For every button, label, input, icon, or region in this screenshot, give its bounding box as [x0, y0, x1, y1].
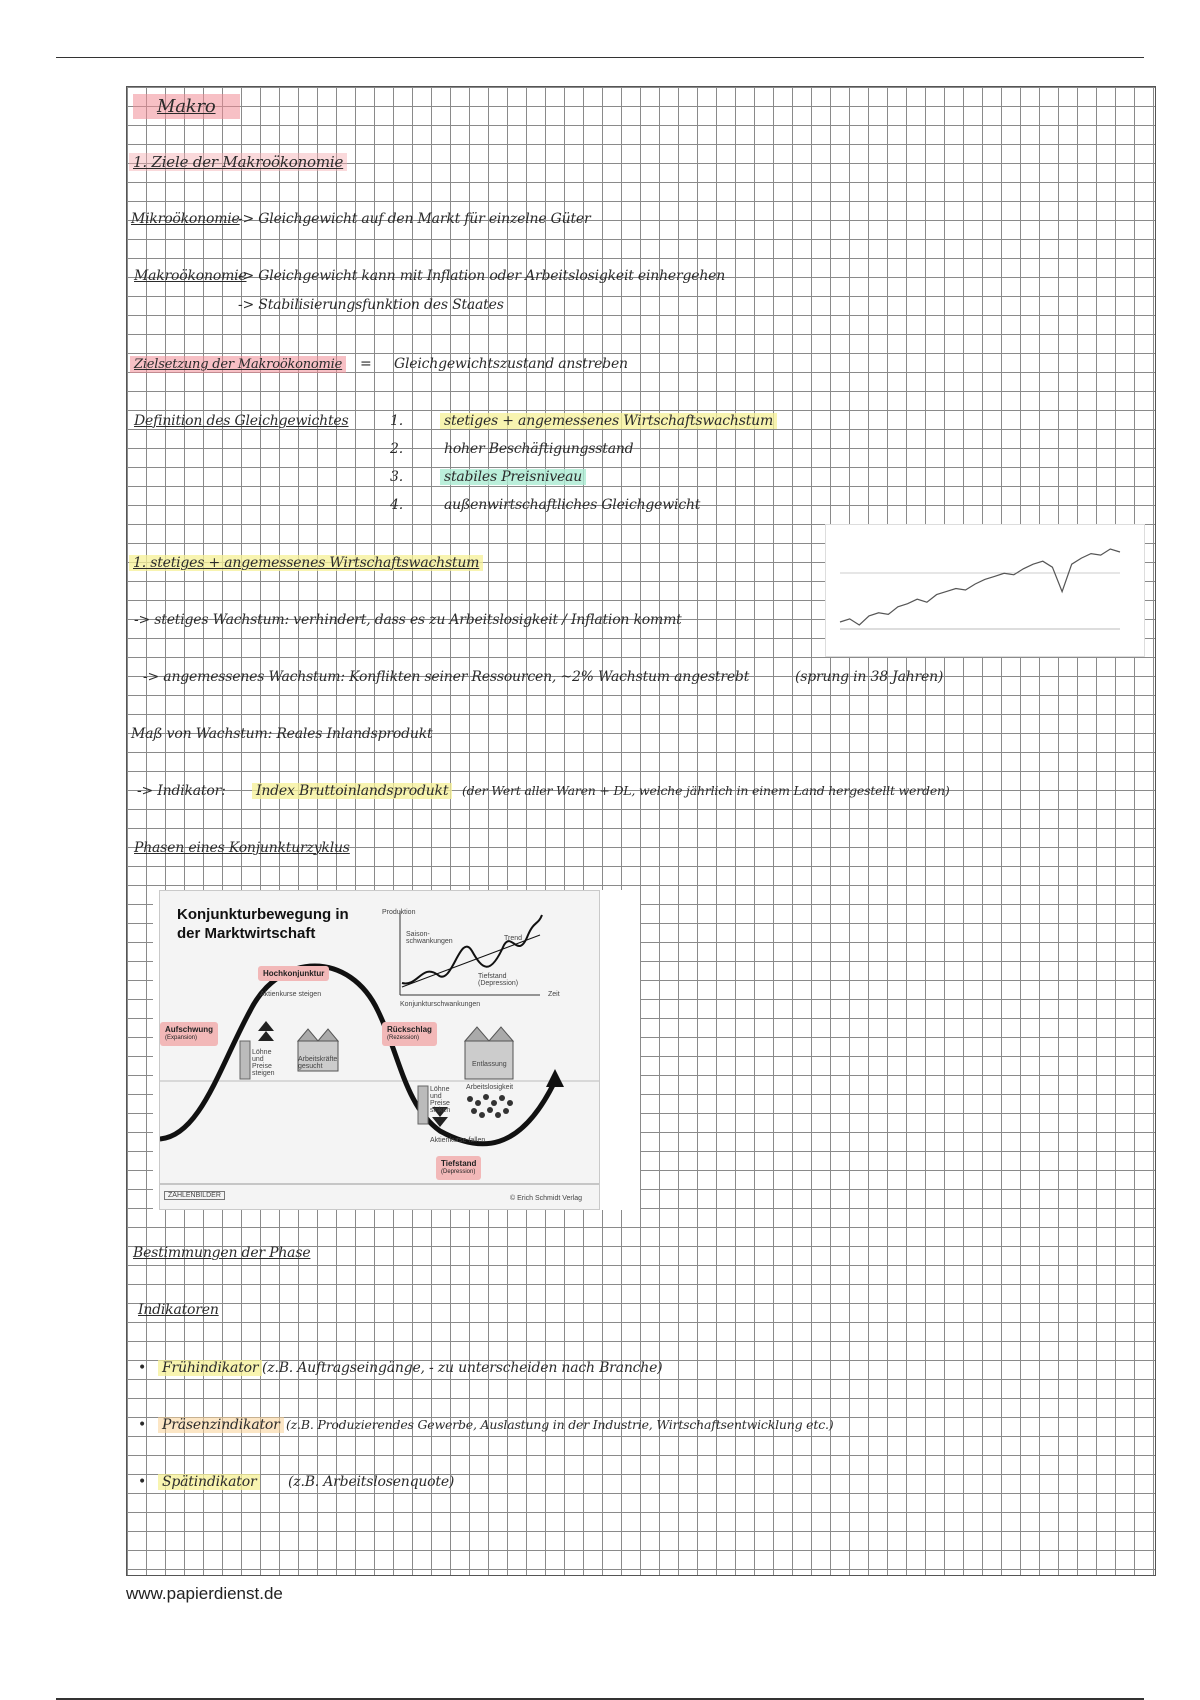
bullet-3: •: [138, 1474, 147, 1490]
diagram-graphics: [160, 891, 599, 1209]
def-num-2: 2.: [390, 441, 403, 457]
inset-konj: Konjunkturschwankungen: [400, 1001, 481, 1008]
ind-text-3: (z.B. Arbeitslosenquote): [288, 1474, 455, 1490]
diagram-credit: © Erich Schmidt Verlag: [510, 1195, 583, 1202]
phase-aufschwung: Aufschwung (Expansion): [160, 1022, 218, 1046]
konjunktur-diagram: [153, 890, 640, 1210]
diagram-frame: [159, 890, 600, 1210]
diagram-title: Konjunkturbewegung in der Marktwirtschaft: [177, 906, 349, 942]
note-entlassung: Entlassung: [472, 1061, 507, 1068]
mini-series-line: [840, 549, 1120, 625]
ind-label-2: Präsenzindikator: [158, 1417, 284, 1433]
mikro-label: Mikroökonomie: [131, 211, 240, 227]
def-text-3: stabiles Preisniveau: [440, 469, 586, 485]
section-heading-2: 1. stetiges + angemessenes Wirtschaftswachstum: [129, 555, 483, 571]
note-arbeitslosigkeit: Arbeitslosigkeit: [466, 1084, 514, 1091]
note-loehne-sinken: Löhne und Preise sinken: [430, 1086, 451, 1114]
angemessen-line: -> angemessenes Wachstum: Konflikten seiner Ressourcen, ~2% Wachstum angestrebt: [143, 669, 750, 685]
phase-rueckschlag: Rückschlag (Rezession): [382, 1022, 437, 1046]
makro-line-2: -> Stabilisierungsfunktion des Staates: [238, 297, 504, 313]
section-heading-1: 1. Ziele der Makroökonomie: [129, 153, 347, 171]
ziel-label: Zielsetzung der Makroökonomie: [130, 356, 346, 373]
top-rule: [56, 57, 1144, 58]
bullet-1: •: [138, 1360, 147, 1376]
def-text-2: hoher Beschäftigungsstand: [444, 441, 634, 457]
inset-tief: Tiefstand (Depression): [478, 973, 519, 987]
mikro-text: -> Gleichgewicht auf den Markt für einzelne Güter: [238, 211, 591, 227]
footer-url: www.papierdienst.de: [126, 1584, 283, 1603]
sprung-note: (sprung in 38 Jahren): [795, 669, 944, 685]
indikator-erklaerung: (der Wert aller Waren + DL, welche jährlich in einem Land hergestellt werden): [462, 783, 950, 798]
zahlenbilder-logo: ZAHLENBILDER: [164, 1191, 225, 1200]
definition-label: Definition des Gleichgewichtes: [134, 413, 349, 429]
mini-chart-svg: [826, 525, 1144, 656]
note-aktien-fallen: Aktienkurse fallen: [430, 1137, 486, 1144]
mass-line: Maß von Wachstum: Reales Inlandsprodukt: [131, 726, 433, 742]
inset-x-label: Zeit: [548, 991, 560, 998]
ind-text-1: (z.B. Auftragseingänge, - zu unterscheiden nach Branche): [262, 1360, 663, 1376]
def-num-4: 4.: [390, 497, 403, 513]
makro-label: Makroökonomie: [134, 268, 247, 284]
makro-line-1: -> Gleichgewicht kann mit Inflation oder Arbeitslosigkeit einhergehen: [238, 268, 726, 284]
bip-mini-chart: [825, 524, 1145, 657]
def-num-1: 1.: [390, 413, 403, 429]
ind-text-2: (z.B. Produzierendes Gewerbe, Auslastung in der Industrie, Wirtschaftsentwicklung etc.): [286, 1417, 834, 1432]
ziel-text: Gleichgewichtszustand anstreben: [394, 356, 628, 372]
def-num-3: 3.: [390, 469, 403, 485]
page-title: Makro: [133, 94, 240, 119]
inset-y-label: Produktion: [382, 909, 416, 916]
indikator-prefix: -> Indikator:: [137, 783, 226, 799]
ziel-equals: =: [360, 356, 372, 372]
ind-label-1: Frühindikator: [158, 1360, 262, 1376]
bullet-2: •: [138, 1417, 147, 1433]
indikator-bip: Index Bruttoinlandsprodukt: [252, 783, 452, 799]
phase-tiefstand: Tiefstand (Depression): [436, 1156, 481, 1180]
phase-hochkonjunktur: Hochkonjunktur: [258, 966, 329, 981]
note-loehne-steigen: Löhne und Preise steigen: [252, 1049, 275, 1077]
note-aktien-steigen: Aktienkurse steigen: [260, 991, 322, 998]
def-text-1: stetiges + angemessenes Wirtschaftswachstum: [440, 413, 777, 429]
def-text-4: außenwirtschaftliches Gleichgewicht: [444, 497, 701, 513]
stetig-line: -> stetiges Wachstum: verhindert, dass es zu Arbeitslosigkeit / Inflation kommt: [134, 612, 682, 628]
note-arbeitskraefte: Arbeitskräfte gesucht: [298, 1056, 338, 1070]
phasen-heading: Phasen eines Konjunkturzyklus: [134, 840, 350, 856]
bestimmung-heading: Bestimmungen der Phase: [133, 1245, 311, 1261]
indikatoren-heading: Indikatoren: [138, 1302, 219, 1318]
inset-trend: Trend: [504, 935, 523, 942]
ind-label-3: Spätindikator: [158, 1474, 260, 1490]
inset-saison: Saison-schwankungen: [406, 931, 453, 945]
